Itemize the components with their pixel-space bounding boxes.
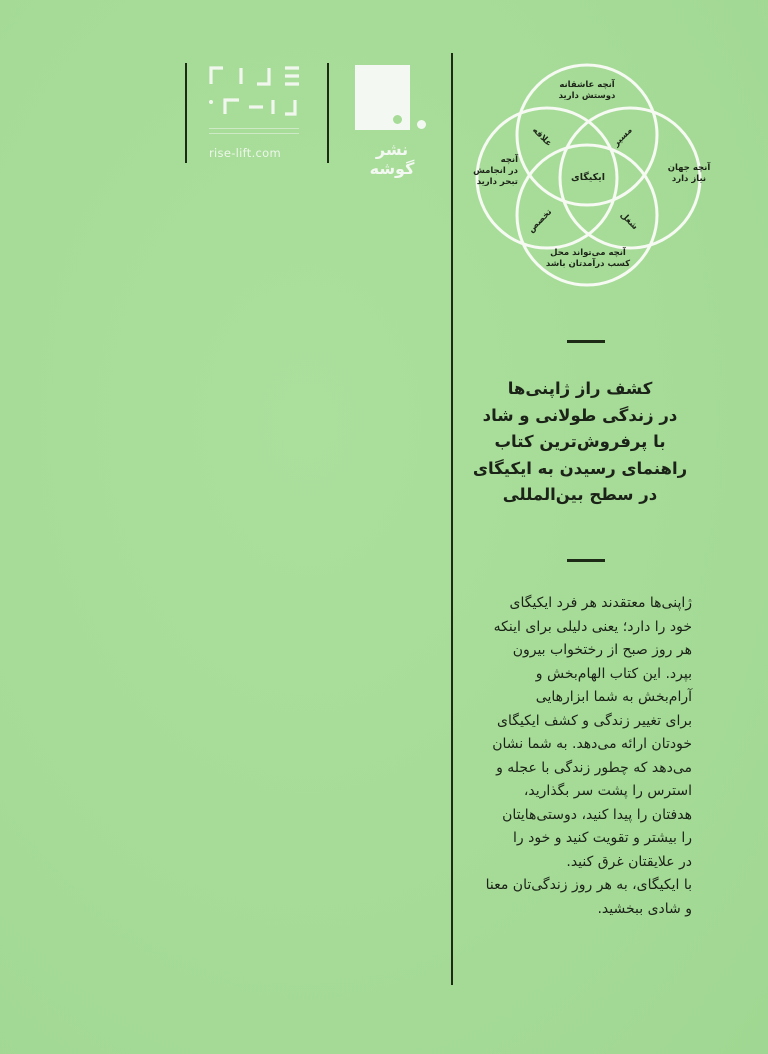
description-line: در علایقتان غرق کنید. [566, 853, 692, 870]
description-line: با ایکیگای، به هر روز زندگی‌تان معنا [485, 877, 692, 893]
divider-line-left [185, 63, 187, 163]
separator-dash-bottom [567, 559, 605, 562]
tagline-line: در سطح بین‌المللی [502, 485, 658, 504]
website-url: rise-lift.com [209, 146, 282, 160]
publisher-logo [352, 62, 432, 178]
description-line: بپرد. این کتاب الهام‌بخش و [535, 665, 692, 682]
divider-line-main [451, 53, 453, 985]
description-line: را بیشتر و تقویت کنید و خود را [513, 830, 692, 846]
tagline-line: کشف راز ژاپنی‌ها [507, 379, 653, 398]
tagline [470, 376, 690, 509]
description-line: هدفتان را پیدا کنید، دوستی‌هایتان [502, 806, 692, 823]
description-line: ژاپنی‌ها معتقدند هر فرد ایکیگای [509, 595, 692, 611]
description-line: و شادی ببخشید. [597, 900, 692, 917]
logo-dot-outer-icon [417, 120, 426, 129]
venn-label-good-at: آنچه در انجامش تبحر دارید [473, 155, 518, 187]
rise-lift-logo [205, 62, 305, 162]
tagline-line: در زندگی طولانی و شاد [482, 405, 678, 425]
logo-dot-inner-icon [393, 115, 402, 124]
description-line: استرس را پشت سر بگذارید، [523, 783, 692, 799]
venn-label-profession: تخصص [526, 207, 555, 236]
divider-line-middle [327, 63, 329, 163]
venn-label-love: آنچه عاشقانه دوستش دارید [558, 80, 616, 101]
description-line: هر روز صبح از رختخواب بیرون [512, 642, 692, 658]
book-description [470, 592, 692, 921]
rise-lift-glyph-icon [205, 62, 305, 144]
description-line: برای تغییر زندگی و کشف ایکیگای [497, 712, 692, 729]
tagline-line: راهنمای رسیدن به ایکیگای [472, 458, 688, 478]
venn-label-passion: علاقه [530, 125, 554, 149]
tagline-line: با پرفروش‌ترین کتاب [494, 432, 666, 451]
venn-label-world-needs: آنچه جهان نیاز دارد [667, 163, 711, 184]
venn-label-paid-for: آنچه می‌تواند محل کسب درآمدتان باشد [545, 248, 631, 269]
description-line: خودتان ارائه می‌دهد. به شما نشان [492, 736, 692, 752]
description-line: خود را دارد؛ یعنی دلیلی برای اینکه [493, 618, 692, 635]
ikigai-venn-diagram [470, 40, 720, 300]
venn-label-mission: مسیر [611, 125, 635, 149]
description-line: می‌دهد که چطور زندگی با عجله و [496, 759, 692, 776]
venn-label-ikigai: ایکیگای [570, 172, 606, 183]
description-line: آرام‌بخش به شما ابزارهایی [535, 689, 692, 705]
separator-dash-top [567, 340, 605, 343]
venn-label-vocation: شغل [617, 210, 640, 233]
publisher-name: نشر گوشه [369, 140, 415, 178]
